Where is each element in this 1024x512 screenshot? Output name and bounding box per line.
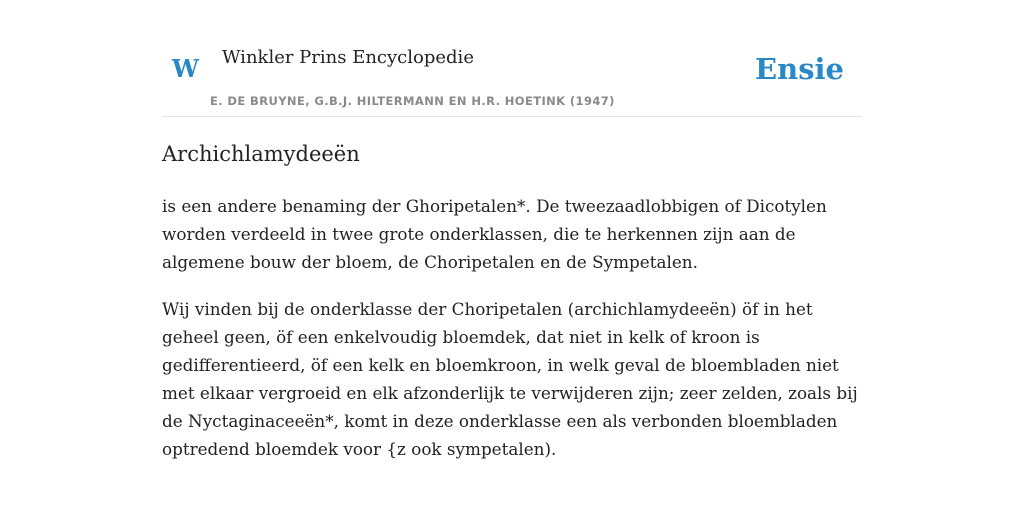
paragraph-line: de Nyctaginaceeën*, komt in deze onderklasse een als verbonden bloembladen: [162, 411, 838, 431]
paragraph-line: is een andere benaming der Ghoripetalen*. De tweezaadlobbigen of Dicotylen: [162, 196, 827, 216]
paragraph-line: worden verdeeld in twee grote onderklassen, die te herkennen zijn aan de: [162, 224, 796, 244]
source-logo-icon: W: [172, 54, 199, 83]
paragraph-line: met elkaar vergroeid en elk afzonderlijk te verwijderen zijn; zeer zelden, zoals bij: [162, 383, 858, 403]
entry-content: [162, 136, 862, 459]
paragraph-line: Wij vinden bij de onderklasse der Choripetalen (archichlamydeeën) öf in het: [162, 299, 813, 319]
entry-title: Archichlamydeeën: [162, 142, 360, 166]
source-authors: E. DE BRUYNE, G.B.J. HILTERMANN EN H.R. HOETINK (1947): [210, 94, 615, 108]
paragraph-line: algemene bouw der bloem, de Choripetalen en de Sympetalen.: [162, 252, 698, 272]
ensie-brand-link[interactable]: Ensie: [755, 52, 844, 86]
entry-paragraph-2: [162, 295, 862, 463]
paragraph-line: gedifferentieerd, öf een kelk en bloemkroon, in welk geval de bloembladen niet: [162, 355, 839, 375]
paragraph-line: optredend bloemdek voor {z ook sympetalen).: [162, 439, 557, 459]
page-header: [162, 40, 862, 117]
source-title: Winkler Prins Encyclopedie: [222, 47, 474, 68]
entry-paragraph-1: [162, 192, 862, 276]
paragraph-line: geheel geen, öf een enkelvoudig bloemdek, dat niet in kelk of kroon is: [162, 327, 760, 347]
